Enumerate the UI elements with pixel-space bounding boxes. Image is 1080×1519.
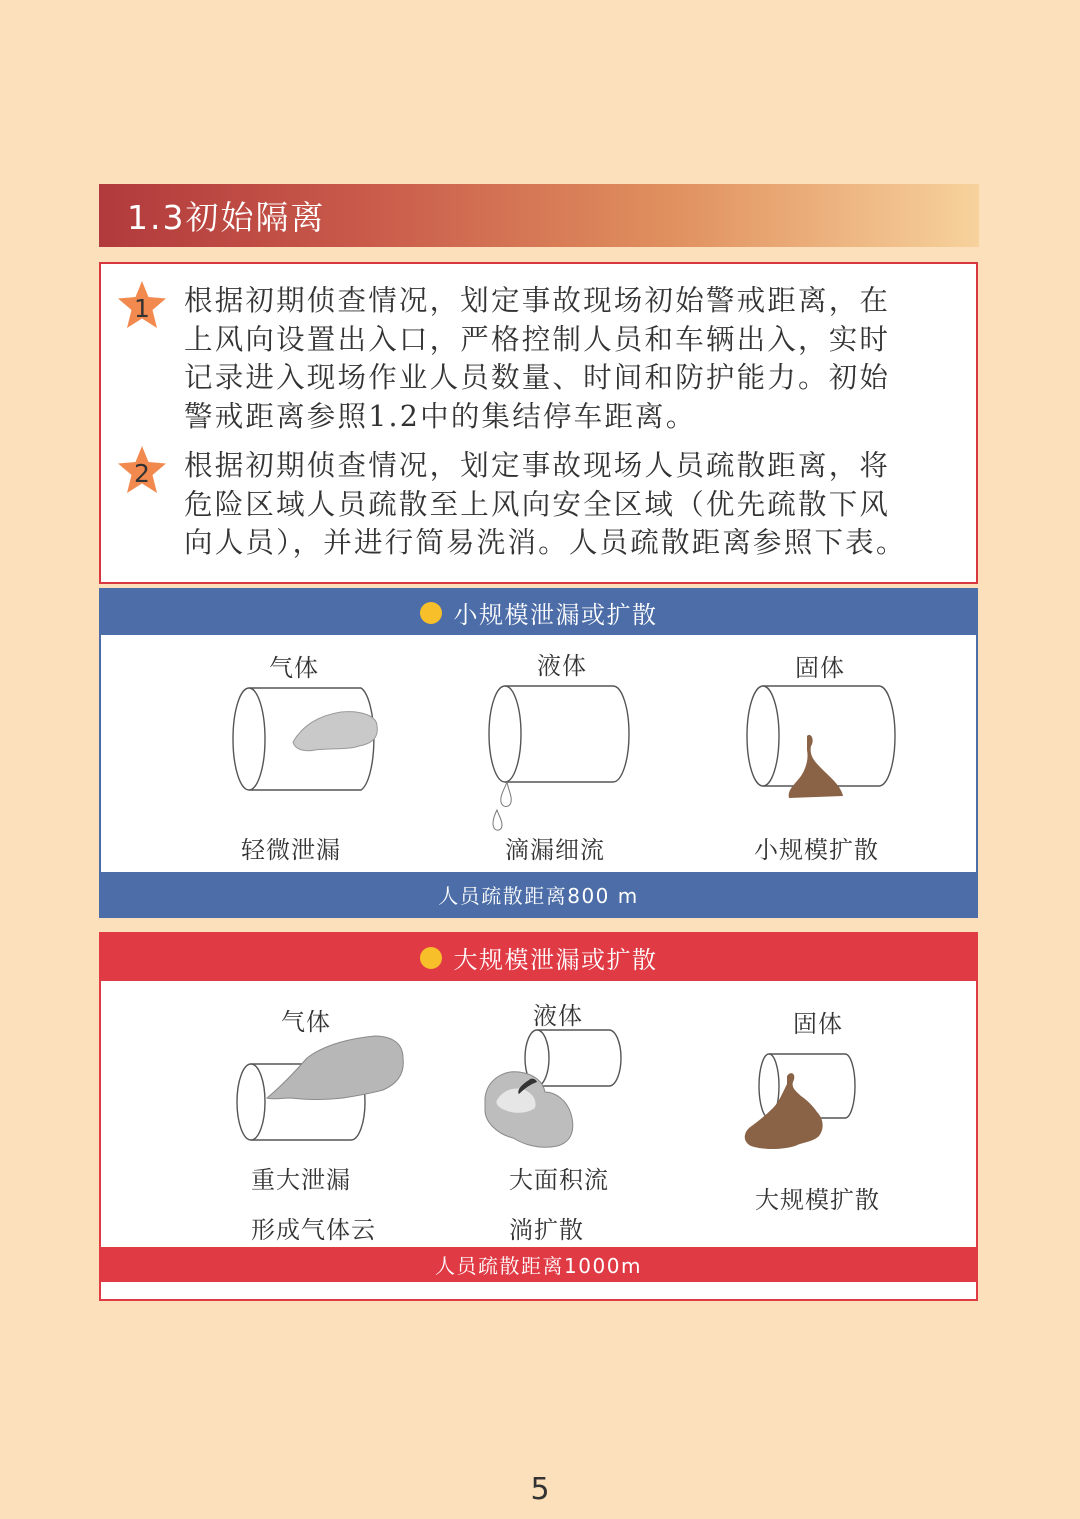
- large-scale-header: [101, 934, 976, 981]
- large-scale-distance: [101, 1247, 976, 1282]
- bullet-icon: [420, 602, 442, 624]
- category-solid: 固体: [793, 1010, 843, 1038]
- text-line: 向人员），并进行简易洗消。人员疏散距离参照下表。: [184, 526, 907, 559]
- liquid-flow-illustration: [477, 1026, 637, 1156]
- small-scale-distance: [101, 872, 976, 916]
- bullet-icon: [420, 947, 442, 969]
- gas-leak-illustration: [231, 686, 391, 796]
- large-scale-panel: [99, 932, 978, 1301]
- small-scale-panel: [99, 588, 978, 918]
- text-line: 根据初期侦查情况，划定事故现场人员疏散距离，将: [184, 449, 891, 482]
- large-scale-title: 大规模泄漏或扩散: [453, 946, 658, 974]
- small-scale-header: [101, 590, 976, 635]
- item-number: 2: [134, 458, 150, 488]
- caption-liquid: 滴漏细流: [505, 836, 605, 864]
- category-liquid: 液体: [537, 652, 587, 680]
- category-gas: 气体: [269, 654, 319, 682]
- category-solid: 固体: [795, 654, 845, 682]
- page-number: 5: [530, 1472, 550, 1507]
- caption-gas-line1: 重大泄漏: [251, 1166, 351, 1194]
- caption-liquid-line2: 淌扩散: [509, 1216, 584, 1244]
- gas-cloud-illustration: [235, 1034, 415, 1144]
- item-number: 1: [134, 293, 150, 323]
- instructions-box: [99, 262, 978, 584]
- caption-gas: 轻微泄漏: [241, 836, 341, 864]
- section-header: [99, 184, 979, 247]
- star-icon: [116, 280, 168, 332]
- caption-liquid-line1: 大面积流: [509, 1166, 609, 1194]
- text-line: 根据初期侦查情况，划定事故现场初始警戒距离，在: [184, 284, 891, 317]
- solid-spread-large-illustration: [737, 1046, 877, 1156]
- caption-gas-line2: 形成气体云: [251, 1216, 376, 1244]
- section-title: 1.3初始隔离: [127, 198, 326, 237]
- text-line: 危险区域人员疏散至上风向安全区域（优先疏散下风: [184, 487, 891, 521]
- category-liquid: 液体: [533, 1002, 583, 1030]
- solid-spread-illustration: [743, 684, 903, 804]
- instruction-text: [184, 282, 954, 436]
- small-scale-title: 小规模泄漏或扩散: [453, 601, 658, 629]
- instruction-text: [184, 447, 954, 563]
- caption-solid: 小规模扩散: [754, 836, 879, 864]
- star-icon: [116, 445, 168, 497]
- text-line: 警戒距离参照1.2中的集结停车距离。: [184, 399, 697, 433]
- caption-solid: 大规模扩散: [755, 1186, 880, 1214]
- liquid-drip-illustration: [485, 684, 645, 834]
- distance-label: 人员疏散距离1000m: [435, 1254, 642, 1278]
- distance-label: 人员疏散距离800 m: [438, 883, 639, 908]
- text-line: 记录进入现场作业人员数量、时间和防护能力。初始: [184, 361, 891, 394]
- text-line: 上风向设置出入口，严格控制人员和车辆出入，实时: [184, 322, 891, 356]
- category-gas: 气体: [281, 1008, 331, 1036]
